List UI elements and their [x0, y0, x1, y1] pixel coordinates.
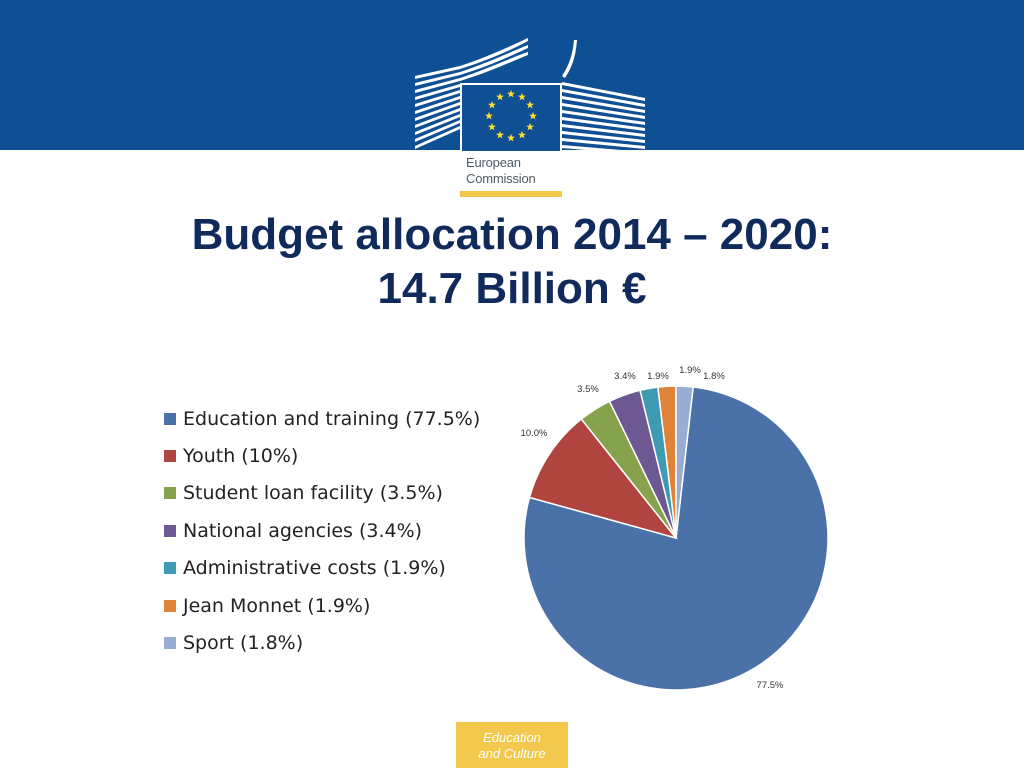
legend-label: Sport (1.8%) [183, 632, 304, 655]
legend-label: Youth (10%) [183, 445, 299, 468]
legend-label: Administrative costs (1.9%) [183, 557, 446, 580]
logo-line-european: European [466, 155, 521, 170]
pie-data-label: 3.5% [577, 384, 599, 395]
footer-line-2: and Culture [478, 746, 546, 761]
education-culture-badge [456, 722, 568, 768]
legend-label: Student loan facility (3.5%) [183, 482, 443, 505]
logo-line-commission: Commission [466, 171, 536, 186]
footer-line-1: Education [483, 730, 541, 745]
pie-data-label: 1.9% [679, 365, 701, 376]
title-line-1: Budget allocation 2014 – 2020: [191, 210, 833, 259]
pie-data-label: 1.9% [647, 371, 669, 382]
pie-data-label: 10.0% [520, 428, 548, 439]
legend-label: National agencies (3.4%) [183, 519, 423, 542]
title-line-2: 14.7 Billion € [377, 264, 647, 313]
pie-data-label: 3.4% [614, 371, 636, 382]
pie-data-label: 1.8% [703, 371, 725, 382]
legend-label: Jean Monnet (1.9%) [183, 594, 371, 617]
legend-label: Education and training (77.5%) [183, 407, 481, 430]
pie-data-label: 77.5% [756, 680, 784, 691]
